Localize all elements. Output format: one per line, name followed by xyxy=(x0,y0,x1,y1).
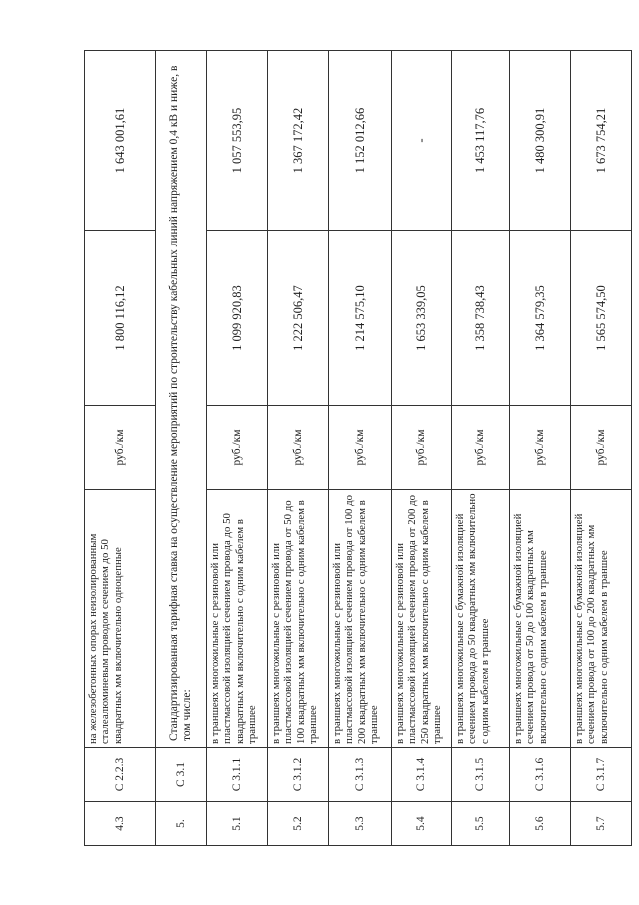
row-section-description: Стандартизированная тарифная ставка на осуществление мероприятий по строительству кабельных линий напряжением 0,4 кВ и ниже, в том числе: xyxy=(156,51,207,748)
row-description: в траншеях многожильные с резиновой или пластмассовой изоляцией сечением провода от 50 до 100 квадратных мм включительно с одним кабелем в траншее xyxy=(268,490,329,748)
row-description: в траншеях многожильные с бумажной изоляцией сечением провода от 100 до 200 квадратных мм включительно с одним кабелем в траншее xyxy=(571,490,632,748)
row-code: С 3.1.2 xyxy=(268,748,329,802)
row-value-2: 1 057 553,95 xyxy=(207,51,268,231)
row-number: 4.3 xyxy=(85,802,156,846)
row-unit: руб./км xyxy=(329,406,392,490)
row-value-1: 1 358 738,43 xyxy=(452,231,510,406)
row-value-1: 1 364 579,35 xyxy=(510,231,571,406)
row-code: С 3.1.4 xyxy=(392,748,452,802)
row-value-2: 1 367 172,42 xyxy=(268,51,329,231)
table-row xyxy=(85,51,156,846)
row-number: 5.3 xyxy=(329,802,392,846)
table-row xyxy=(268,51,329,846)
row-value-1: 1 222 506,47 xyxy=(268,231,329,406)
row-number: 5.5 xyxy=(452,802,510,846)
row-unit: руб./км xyxy=(85,406,156,490)
row-description: в траншеях многожильные с резиновой или пластмассовой изоляцией сечением провода до 50 квадратных мм включительно с одним кабелем в траншее xyxy=(207,490,268,748)
row-number: 5.6 xyxy=(510,802,571,846)
rotated-table-container xyxy=(84,51,610,846)
row-description: в траншеях многожильные с резиновой или пластмассовой изоляцией сечением провода от 200 до 250 квадратных мм включительно с одним кабелем в траншее xyxy=(392,490,452,748)
table-row xyxy=(207,51,268,846)
row-value-1: 1 565 574,50 xyxy=(571,231,632,406)
row-value-1: 1 099 920,83 xyxy=(207,231,268,406)
row-number: 5.7 xyxy=(571,802,632,846)
row-value-2: 1 643 001,61 xyxy=(85,51,156,231)
row-unit: руб./км xyxy=(392,406,452,490)
table-row xyxy=(329,51,392,846)
row-number: 5.4 xyxy=(392,802,452,846)
row-description: на железобетонных опорах неизолированным сталеалюминевым проводом сечением до 50 квадратных мм включительно одноцепные xyxy=(85,490,156,748)
table-row xyxy=(510,51,571,846)
row-description: в траншеях многожильные с резиновой или пластмассовой изоляцией сечением провода от 100 до 200 квадратных мм включительно с одним кабелем в траншее xyxy=(329,490,392,748)
row-value-1: 1 800 116,12 xyxy=(85,231,156,406)
table-row xyxy=(452,51,510,846)
row-number: 5. xyxy=(156,802,207,846)
row-code: С 3.1 xyxy=(156,748,207,802)
row-code: С 2.2.3 xyxy=(85,748,156,802)
row-unit: руб./км xyxy=(452,406,510,490)
row-value-2: 1 453 117,76 xyxy=(452,51,510,231)
row-description: в траншеях многожильные с бумажной изоляцией сечением провода до 50 квадратных мм включительно с одним кабелем в траншее xyxy=(452,490,510,748)
row-unit: руб./км xyxy=(207,406,268,490)
table-row xyxy=(392,51,452,846)
row-unit: руб./км xyxy=(571,406,632,490)
row-value-1: 1 214 575,10 xyxy=(329,231,392,406)
row-value-1: 1 653 339,05 xyxy=(392,231,452,406)
row-number: 5.2 xyxy=(268,802,329,846)
row-code: С 3.1.3 xyxy=(329,748,392,802)
table-row xyxy=(156,51,207,846)
row-code: С 3.1.1 xyxy=(207,748,268,802)
row-description: в траншеях многожильные с бумажной изоляцией сечением провода от 50 до 100 квадратных мм включительно с одним кабелем в траншее xyxy=(510,490,571,748)
row-value-2: 1 673 754,21 xyxy=(571,51,632,231)
row-code: С 3.1.5 xyxy=(452,748,510,802)
row-code: С 3.1.6 xyxy=(510,748,571,802)
table-row xyxy=(571,51,632,846)
tariff-table xyxy=(84,50,632,846)
row-code: С 3.1.7 xyxy=(571,748,632,802)
row-value-2: - xyxy=(392,51,452,231)
row-unit: руб./км xyxy=(268,406,329,490)
row-unit: руб./км xyxy=(510,406,571,490)
row-value-2: 1 480 300,91 xyxy=(510,51,571,231)
row-number: 5.1 xyxy=(207,802,268,846)
row-value-2: 1 152 012,66 xyxy=(329,51,392,231)
